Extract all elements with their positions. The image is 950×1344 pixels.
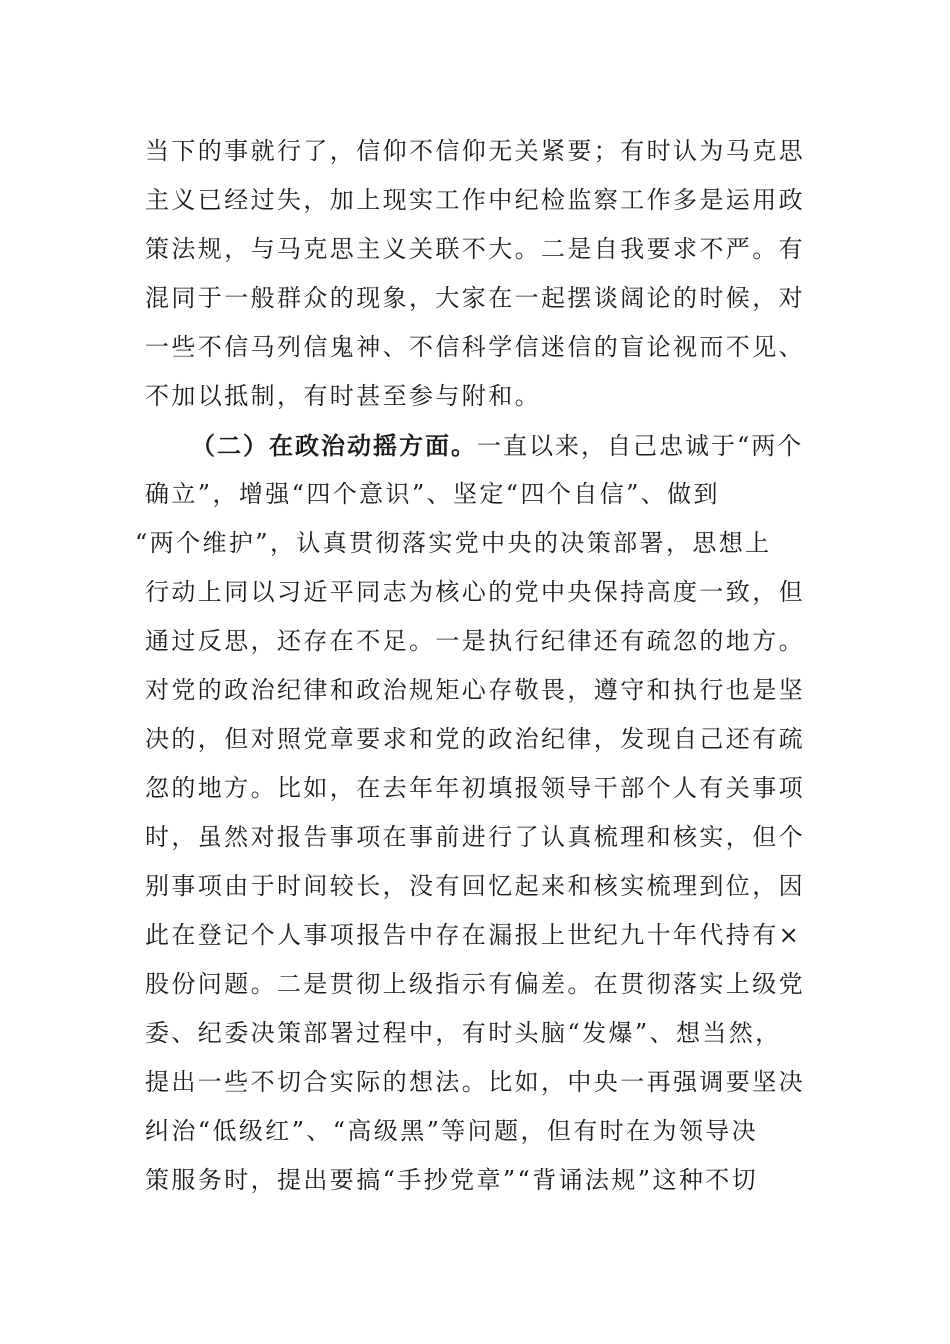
- text-line: 一些不信马列信鬼神、不信科学信迷信的盲论视而不见、: [145, 333, 805, 361]
- text-line: 决的，但对照党章要求和党的政治纪律，发现自己还有疏: [145, 725, 805, 753]
- text-line: 不加以抵制，有时甚至参与附和。: [145, 382, 541, 410]
- text-line: 确立”，增强“四个意识”、坚定“四个自信”、做到: [145, 480, 720, 508]
- text-line: 策法规，与马克思主义关联不大。二是自我要求不严。有: [145, 235, 805, 263]
- text-line: 主义已经过失，加上现实工作中纪检监察工作多是运用政: [145, 186, 805, 214]
- text-line: 混同于一般群众的现象，大家在一起摆谈阔论的时候，对: [145, 284, 805, 312]
- text-segment: 一直以来，自己忠诚于“两个: [477, 432, 804, 460]
- text-line: 行动上同以习近平同志为核心的党中央保持高度一致，但: [145, 578, 805, 606]
- text-line: 股份问题。二是贯彻上级指示有偏差。在贯彻落实上级党: [145, 970, 805, 998]
- text-line: 通过反思，还存在不足。一是执行纪律还有疏忽的地方。: [145, 627, 805, 655]
- paragraph-first-line: [145, 421, 805, 470]
- text-line: 策服务时，提出要搞“手抄党章”“背诵法规”这种不切: [145, 1166, 759, 1194]
- section-heading: （二）在政治动摇方面。: [191, 431, 477, 460]
- document-body: [135, 127, 805, 1205]
- text-line: 别事项由于时间较长，没有回忆起来和核实梳理到位，因: [145, 872, 805, 900]
- text-line: 当下的事就行了，信仰不信仰无关紧要；有时认为马克思: [145, 137, 805, 165]
- text-line: 提出一些不切合实际的想法。比如，中央一再强调要坚决: [145, 1068, 805, 1096]
- text-line: 时，虽然对报告事项在事前进行了认真梳理和核实，但个: [145, 823, 805, 851]
- text-line: “两个维护”，认真贯彻落实党中央的决策部署，思想上: [135, 529, 772, 557]
- text-line: 纠治“低级红”、“高级黑”等问题，但有时在为领导决: [145, 1117, 759, 1145]
- text-line: 对党的政治纪律和政治规矩心存敬畏，遵守和执行也是坚: [145, 676, 805, 704]
- text-line: 此在登记个人事项报告中存在漏报上世纪九十年代持有×: [145, 921, 802, 949]
- text-line: 委、纪委决策部署过程中，有时头脑“发爆”、想当然，: [145, 1019, 782, 1047]
- text-line: 忽的地方。比如，在去年年初填报领导干部个人有关事项: [145, 774, 805, 802]
